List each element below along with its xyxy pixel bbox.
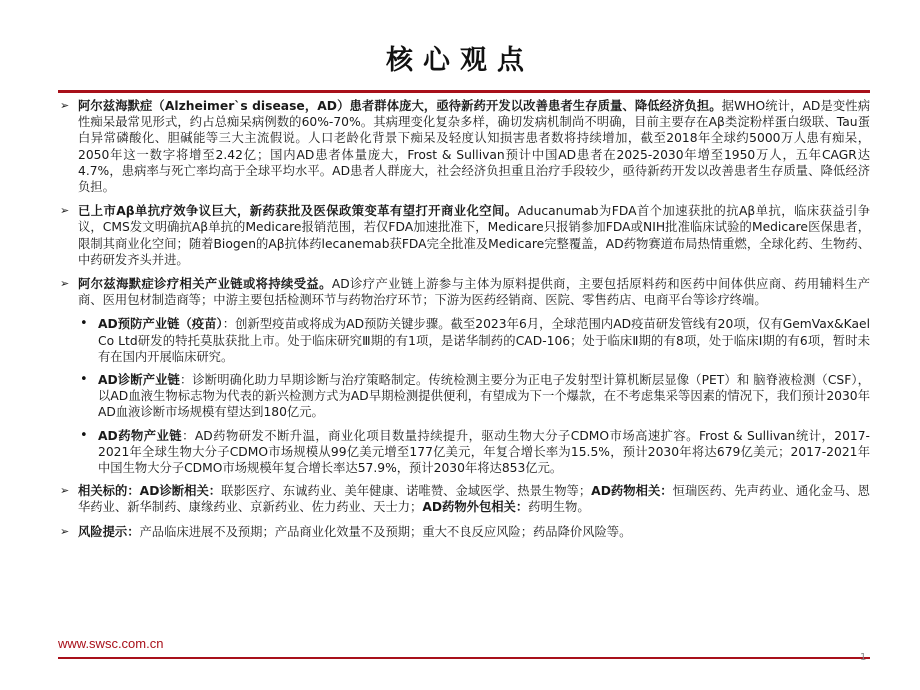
subsection-text: ：创新型疫苗或将成为AD预防关键步骤。截至2023年6月，全球范围内AD疫苗研发管线有20项，仅有GemVax&Kael Co Ltd研发的特托莫肽获批上市。处于临床研究Ⅲ期的有1项，是诺华制药的CAD-106；处于临床Ⅱ期的有8项，处于临床Ⅰ期的有6项，暂时未有在国内开展临床研究。 xyxy=(98,317,870,364)
arrow-bullet-icon: ➢ xyxy=(60,524,70,538)
subsection-drug xyxy=(58,428,870,477)
subsection-diagnosis xyxy=(58,372,870,421)
top-divider xyxy=(58,90,870,93)
section-text: 产品临床进展不及预期；产品商业化效量不及预期；重大不良反应风险；药品降价风险等。 xyxy=(139,524,632,539)
dot-bullet-icon: • xyxy=(80,316,88,332)
section-text: 据WHO统计，AD是变性病性痴呆最常见形式，约占总痴呆病例数的60%-70%。其病理变化复杂多样，确切发病机制尚不明确，目前主要存在Aβ类淀粉样蛋白级联、Tau蛋白异常磷酸化、胆碱能等三大主流假说。人口老龄化背景下痴呆及轻度认知损害患者数将持续增加，截至2018年全球约5000万人患有痴呆，2050年这一数字将增至2.42亿；国内AD患者体量庞大，Frost & Sullivan预计中国AD患者在2025-2030年增至1950万人，五年CAGR达4.7%，患病率与死亡率均高于全球平均水平。AD患者人群庞大，社会经济负担重且治疗手段较少，亟待新药开发以改善患者生存质量、降低经济负担。 xyxy=(78,99,870,195)
section-text: 联影医疗、东诚药业、美年健康、诺唯赞、金域医学、热景生物等； xyxy=(221,484,592,499)
page-title: 核心观点 xyxy=(386,45,534,76)
subsection-text: ：诊断明确化助力早期诊断与治疗策略制定。传统检测主要分为正电子发射型计算机断层显像（PET）和 脑脊液检测（CSF），以AD血液生物标志物为代表的新兴检测方式为AD早期检测提供便利，有望成为下一个爆款，在不考虑集采等因素的情况下，我们预计2030年AD血液诊断市场规模有望达到180亿元。 xyxy=(98,373,870,420)
section-text: 药明生物。 xyxy=(528,500,590,515)
subsection-heading: AD药物产业链 xyxy=(98,428,183,443)
section-industry-chain xyxy=(58,276,870,308)
section-text: Aducanumab为FDA首个加速获批的抗Aβ单抗，临床获益引争议，CMS发文明确抗Aβ单抗的Medicare报销范围，若仅FDA加速批准下，Medicare只报销参加FDA或NIH批准临床试验的Medicare医保患者，限制其商业化空间；随着Biogen的Aβ抗体药lecanemab获FDA完全批准及Medicare完整覆盖，AD药物赛道布局热情重燃，全球化药、生物药、中药研发齐头并进。 xyxy=(78,204,871,267)
subsection-heading: AD诊断产业链 xyxy=(98,373,180,388)
arrow-bullet-icon: ➢ xyxy=(60,99,70,112)
section-ad-overview xyxy=(58,98,870,195)
arrow-bullet-icon: ➢ xyxy=(60,484,70,498)
section-antibody xyxy=(58,203,870,268)
bottom-divider xyxy=(58,657,870,659)
section-heading: AD药物相关： xyxy=(591,484,673,499)
section-heading: 相关标的：AD诊断相关： xyxy=(78,484,222,499)
arrow-bullet-icon: ➢ xyxy=(60,277,70,291)
content-body xyxy=(58,98,870,548)
subsection-text: ：AD药物研发不断升温，商业化项目数量持续提升，驱动生物大分子CDMO市场高速扩容。Frost & Sullivan统计，2017-2021年全球生物大分子CDMO市场规模从99亿美元增至177亿美元，年复合增长率为15.5%，预计2030年将达679亿美元；2017-2021年中国生物大分子CDMO市场规模年复合增长率达57.9%，预计2030年将达853亿元。 xyxy=(98,428,870,476)
section-heading: 风险提示： xyxy=(78,524,140,539)
section-heading: 已上市Aβ单抗疗效争议巨大，新药获批及医保政策变革有望打开商业化空间。 xyxy=(78,204,518,219)
dot-bullet-icon: • xyxy=(80,372,88,388)
footer-url[interactable]: www.swsc.com.cn xyxy=(58,636,164,651)
subsection-vaccine xyxy=(58,316,870,365)
page-number: 1 xyxy=(860,652,867,663)
arrow-bullet-icon: ➢ xyxy=(60,204,70,218)
section-heading: 阿尔兹海默症（Alzheimer`s disease，AD）患者群体庞大，亟待新药开发以改善患者生存质量、降低经济负担。 xyxy=(78,99,722,113)
section-heading: AD药物外包相关： xyxy=(422,500,529,515)
subsection-heading: AD预防产业链（疫苗） xyxy=(98,317,223,332)
section-related-stocks xyxy=(58,483,870,515)
section-heading: 阿尔兹海默症诊疗相关产业链或将持续受益。 xyxy=(78,277,332,292)
dot-bullet-icon: • xyxy=(80,427,88,443)
section-text: AD诊疗产业链上游参与主体为原料提供商，主要包括原料药和医药中间体供应商、药用辅料生产商、医用包材制造商等；中游主要包括检测环节与药物治疗环节；下游为医药经销商、医院、零售药店、电商平台等诊疗终端。 xyxy=(78,277,870,308)
section-text: 恒瑞医药、先声药业、通化金马、恩华药业、新华制药、康缘药业、京新药业、佐力药业、天士力； xyxy=(78,484,870,515)
section-risk xyxy=(58,524,870,540)
